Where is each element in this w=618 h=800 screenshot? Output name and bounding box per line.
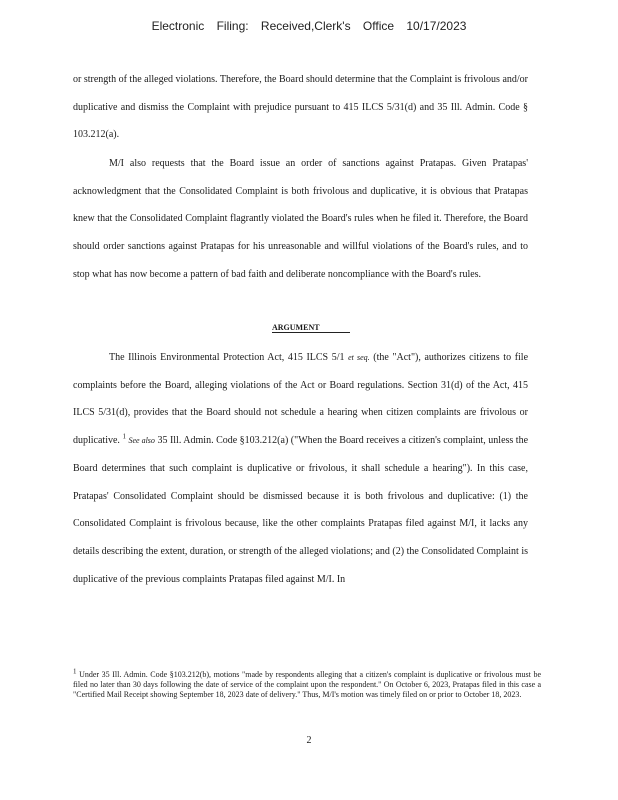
paragraph-sanctions-request: M/I also requests that the Board issue an order of sanctions against Pratapas. Given Pratapas' acknowledgment that the Consolidated Complaint is both frivolous and duplicative, it is obvious that Pratapas knew that the Consolidated Complaint flagrantly violated the Board's rules when he filed it. Therefore, the Board should order sanctions against Pratapas for his unreasonable and willful violations of the Board's rules, and to stop what has now become a pattern of bad faith and deliberate noncompliance with the Board's rules. [73, 158, 528, 280]
paragraph-conclusion: or strength of the alleged violations. Therefore, the Board should determine that the Complaint is frivolous and/or duplicative and dismiss the Complaint with prejudice pursuant to 415 ILCS 5/31(d) and 35 Ill. Admin. Code § 103.212(a). [73, 74, 528, 141]
argument-text-c: 35 Ill. Admin. Code §103.212(a) ("When the Board receives a citizen's complaint, unless the Board determines that such complaint is duplicative or frivolous, it shall schedule a hearing"). In this case, Pratapas' Consolidated Complaint should be dismissed because it is both frivolous and duplicative: (1) the Consolidated Complaint is frivolous because, like the other complaints Pratapas filed against M/I, it lacks any details describing the extent, duration, or strength of the alleged violations; and (2) the Consolidated Complaint is duplicative of the previous complaints Pratapas filed against M/I. In [73, 435, 529, 585]
argument-text-b: (the "Act"), authorizes citizens to file complaints before the Board, alleging violations of the Act or Board regulations. Section 31(d) of the Act, 415 ILCS 5/31(d), provides that the Board should not schedule a hearing when citizen complaints are frivolous or duplicative. [73, 352, 529, 447]
section-heading-argument: ARGUMENT [272, 323, 350, 333]
paragraph-argument [73, 344, 528, 593]
see-also-signal: See also [128, 436, 155, 446]
footnote-marker: 1 [73, 667, 77, 676]
footnote-reference: 1 [122, 432, 126, 441]
efiling-header: Electronic Filing: Received,Clerk's Office 10/17/2023 [151, 19, 467, 33]
footnote [73, 667, 542, 701]
page-number: 2 [306, 735, 312, 746]
et-seq-citation: et seq. [348, 353, 370, 362]
footnote-text: Under 35 Ill. Admin. Code §103.212(b), motions "made by respondents alleging that a citizen's complaint is duplicative or frivolous must be filed no later than 30 days following the date of service of the complaint upon the respondent." On October 6, 2023, Pratapas filed in this case a "Certified Mail Receipt showing September 18, 2023 date of delivery." Thus, M/I's motion was timely filed on or prior to October 18, 2023. [73, 670, 542, 700]
argument-text-a: The Illinois Environmental Protection Act, 415 ILCS 5/1 [109, 352, 345, 363]
